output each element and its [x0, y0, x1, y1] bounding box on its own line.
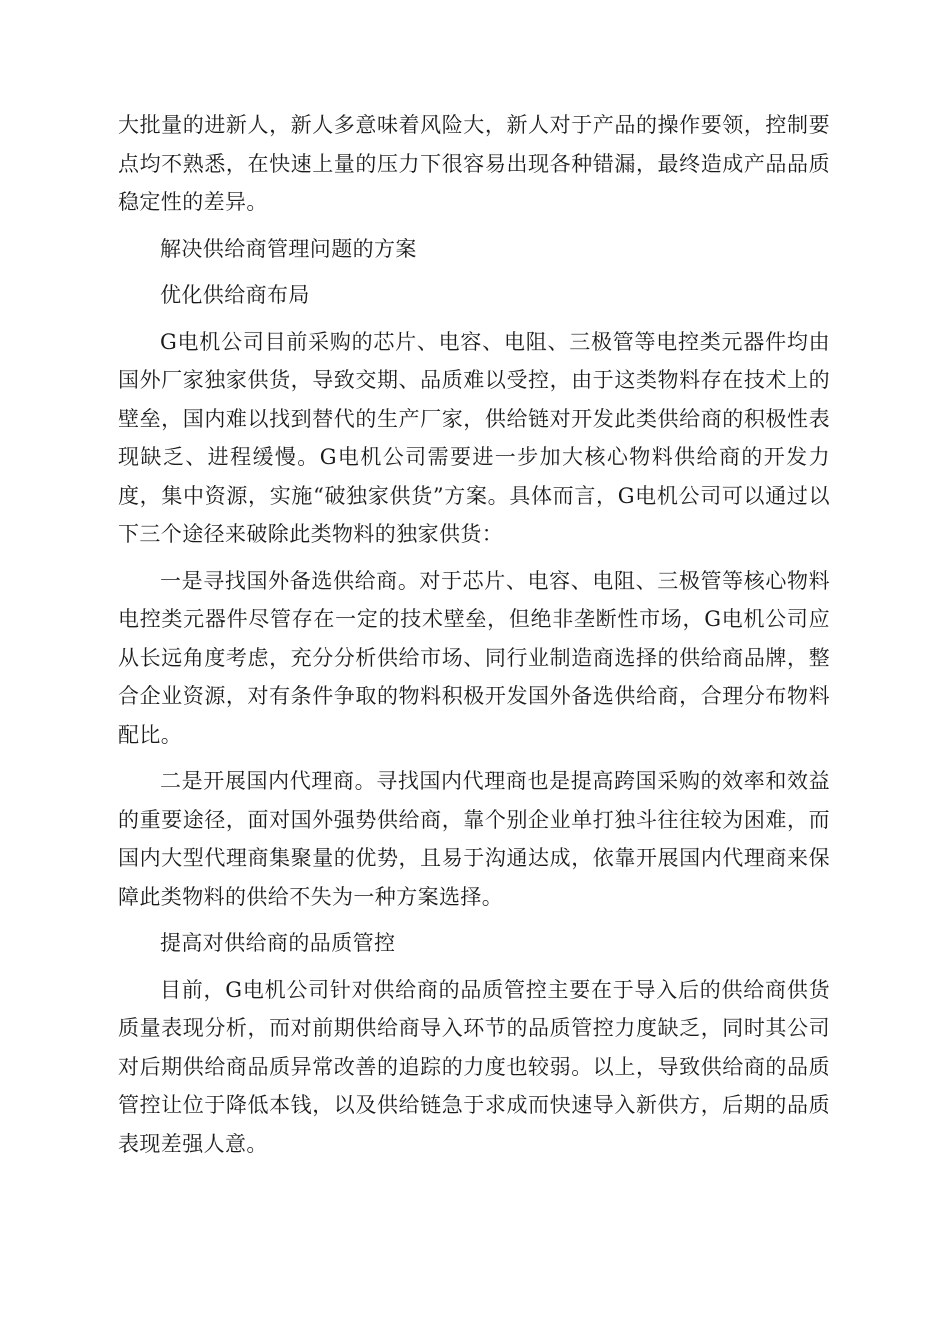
subsection-heading-quality: 提高对供给商的品质管控: [160, 931, 396, 955]
section-heading-solutions: 解决供给商管理问题的方案: [160, 236, 417, 261]
subsection-heading-layout: 优化供给商布局: [160, 283, 310, 307]
paragraph-quality-control: 目前，G电机公司针对供给商的品质管控主要在于导入后的供给商供货质量表现分析，而对前期供给商导入环节的品质管控力度缺乏，同时其公司对后期供给商品质异常改善的追踪的力度也较弱。以上，导致供给商的品质管控让位于降低本钱，以及供给链急于求成而快速导入新供方，后期的品质表现差强人意。: [118, 977, 830, 1156]
paragraph-domestic-agents: 二是开展国内代理商。寻找国内代理商也是提高跨国采购的效率和效益的重要途径，面对国外强势供给商，靠个别企业单打独斗往往较为困难，而国内大型代理商集聚量的优势，且易于沟通达成，依靠开展国内代理商来保障此类物料的供给不失为一种方案选择。: [118, 769, 830, 909]
paragraph-exclusive-supply: G电机公司目前采购的芯片、电容、电阻、三极管等电控类元器件均由国外厂家独家供货，导致交期、品质难以受控，由于这类物料存在技术上的壁垒，国内难以找到替代的生产厂家，供给链对开发此类供给商的积极性表现缺乏、进程缓慢。G电机公司需要进一步加大核心物料供给商的开发力度，集中资源，实施“破独家供货”方案。具体而言，G电机公司可以通过以下三个途径来破除此类物料的独家供货：: [118, 329, 830, 546]
paragraph-continuation: 大批量的进新人，新人多意味着风险大，新人对于产品的操作要领，控制要点均不熟悉，在快速上量的压力下很容易出现各种错漏，最终造成产品品质稳定性的差异。: [118, 113, 830, 214]
paragraph-foreign-suppliers: 一是寻找国外备选供给商。对于芯片、电容、电阻、三极管等核心物料电控类元器件尽管存在一定的技术壁垒，但绝非垄断性市场，G电机公司应从长远角度考虑，充分分析供给市场、同行业制造商选择的供给商品牌，整合企业资源，对有条件争取的物料积极开发国外备选供给商，合理分布物料配比。: [118, 568, 830, 747]
